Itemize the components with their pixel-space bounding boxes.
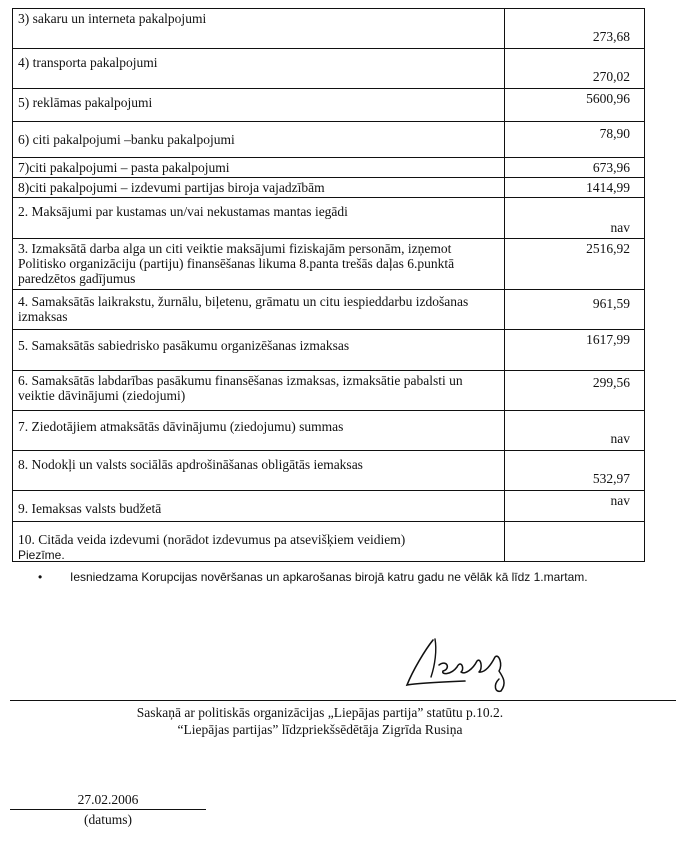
table-row: [13, 491, 645, 522]
expenses-table: [12, 8, 645, 562]
row-label: 8)citi pakalpojumi – izdevumi partijas biroja vajadzībām: [13, 178, 505, 198]
row-amount: 273,68: [505, 9, 645, 49]
note-text: Iesniedzama Korupcijas novēršanas un apkarošanas birojā katru gadu ne vēlāk kā līdz 1.martam.: [70, 570, 588, 584]
row-label: 5. Samaksātās sabiedrisko pasākumu organizēšanas izmaksas: [13, 330, 505, 371]
table-row: [13, 89, 645, 122]
row-amount: 2516,92: [505, 239, 645, 290]
table-row: [13, 178, 645, 198]
note-title: Piezīme.: [18, 548, 65, 562]
row-label: 10. Citāda veida izdevumi (norādot izdevumus pa atsevišķiem veidiem): [13, 522, 505, 562]
row-label: 6) citi pakalpojumi –banku pakalpojumi: [13, 122, 505, 158]
row-amount: 78,90: [505, 122, 645, 158]
row-amount: nav: [505, 491, 645, 522]
approval-line-1: Saskaņā ar politiskās organizācijas „Liepājas partija” statūtu p.10.2.: [136, 705, 504, 720]
row-amount: 5600,96: [505, 89, 645, 122]
row-amount: 961,59: [505, 290, 645, 330]
signature-line: [10, 700, 676, 701]
table-row: [13, 239, 645, 290]
row-label: 5) reklāmas pakalpojumi: [13, 89, 505, 122]
row-amount: 532,97: [505, 451, 645, 491]
row-amount: 1414,99: [505, 178, 645, 198]
table-row: [13, 371, 645, 411]
row-label: 6. Samaksātās labdarības pasākumu finansēšanas izmaksas, izmaksātie pabalsti un veiktie dāvinājumi (ziedojumi): [13, 371, 505, 411]
row-label: 7)citi pakalpojumi – pasta pakalpojumi: [13, 158, 505, 178]
approval-block: [110, 704, 530, 738]
table-row: [13, 158, 645, 178]
date-value: 27.02.2006: [10, 792, 206, 810]
table-row: [13, 198, 645, 239]
table-row: [13, 411, 645, 451]
handwritten-signature: [395, 625, 545, 695]
row-amount: nav: [505, 198, 645, 239]
row-amount: [505, 522, 645, 562]
approval-line-2: “Liepājas partijas” līdzpriekšsēdētāja Zigrīda Rusiņa: [177, 722, 463, 737]
row-label: 3) sakaru un interneta pakalpojumi: [13, 9, 505, 49]
table-row: [13, 9, 645, 49]
table-row: [13, 522, 645, 562]
row-label: 4) transporta pakalpojumi: [13, 49, 505, 89]
table-row: [13, 290, 645, 330]
row-amount: 1617,99: [505, 330, 645, 371]
row-label: 7. Ziedotājiem atmaksātās dāvinājumu (ziedojumu) summas: [13, 411, 505, 451]
bullet-icon: •: [38, 570, 43, 584]
row-label: 3. Izmaksātā darba alga un citi veiktie maksājumi fiziskajām personām, izņemot Politisko organizāciju (partiju) finansēšanas likuma 8.panta trešās daļas 6.punktā paredzētos gadījumus: [13, 239, 505, 290]
row-amount: 270,02: [505, 49, 645, 89]
row-label: 9. Iemaksas valsts budžetā: [13, 491, 505, 522]
row-label: 4. Samaksātās laikrakstu, žurnālu, biļetenu, grāmatu un citu iespieddarbu izdošanas izmaksas: [13, 290, 505, 330]
table-row: [13, 49, 645, 89]
table-row: [13, 122, 645, 158]
row-amount: 673,96: [505, 158, 645, 178]
table-row: [13, 451, 645, 491]
row-amount: 299,56: [505, 371, 645, 411]
row-amount: nav: [505, 411, 645, 451]
row-label: 2. Maksājumi par kustamas un/vai nekustamas mantas iegādi: [13, 198, 505, 239]
date-label: (datums): [84, 812, 132, 827]
note-item: [38, 570, 588, 584]
row-label: 8. Nodokļi un valsts sociālās apdrošināšanas obligātās iemaksas: [13, 451, 505, 491]
table-row: [13, 330, 645, 371]
